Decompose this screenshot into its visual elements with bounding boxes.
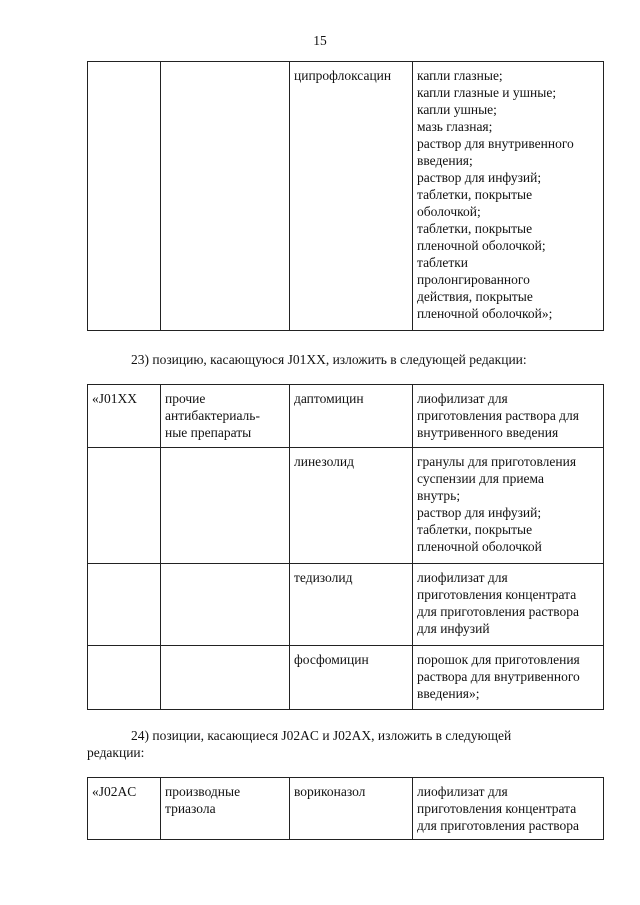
dosage-form-line: внутрь; <box>417 488 461 503</box>
group-line: производные <box>165 784 241 799</box>
group-line: ные препараты <box>165 425 252 440</box>
table-row <box>88 62 604 331</box>
dosage-form-line: пленочной оболочкой <box>417 539 542 554</box>
dosage-form-line: пленочной оболочкой»; <box>417 306 553 321</box>
dosage-form-line: раствор для инфузий; <box>417 170 542 185</box>
dosage-form-line: суспензии для приема <box>417 471 544 486</box>
dosage-form-line: таблетки <box>417 255 469 270</box>
drug-name-cell: линезолид <box>290 448 413 564</box>
dosage-form-line: оболочкой; <box>417 204 481 219</box>
dosage-forms-cell <box>413 62 604 331</box>
dosage-form-line: раствор для инфузий; <box>417 505 542 520</box>
dosage-form-line: лиофилизат для <box>417 391 508 406</box>
dosage-form-line: капли глазные и ушные; <box>417 85 557 100</box>
atc-code-cell: «J01XX <box>88 385 161 448</box>
group-cell <box>161 564 290 646</box>
dosage-forms-cell <box>413 778 604 840</box>
drug-name-cell: даптомицин <box>290 385 413 448</box>
atc-code-cell <box>88 646 161 710</box>
dosage-form-line: для инфузий <box>417 621 490 636</box>
atc-code-cell <box>88 448 161 564</box>
dosage-form-line: введения»; <box>417 686 480 701</box>
dosage-form-line: действия, покрытые <box>417 289 533 304</box>
dosage-form-line: гранулы для приготовления <box>417 454 577 469</box>
dosage-form-line: для приготовления раствора <box>417 604 579 619</box>
dosage-form-line: порошок для приготовления <box>417 652 580 667</box>
table-row <box>88 646 604 710</box>
dosage-form-line: пролонгированного <box>417 272 530 287</box>
group-line: антибактериаль- <box>165 408 260 423</box>
dosage-form-line: для приготовления раствора <box>417 818 579 833</box>
dosage-form-line: капли глазные; <box>417 68 503 83</box>
dosage-form-line: лиофилизат для <box>417 784 508 799</box>
dosage-form-line: таблетки, покрытые <box>417 187 533 202</box>
dosage-form-line: приготовления раствора для <box>417 408 579 423</box>
drug-table-continued <box>87 61 604 331</box>
group-cell <box>161 646 290 710</box>
group-cell <box>161 62 290 331</box>
dosage-form-line: капли ушные; <box>417 102 497 117</box>
dosage-form-line: раствора для внутривенного <box>417 669 580 684</box>
amendment-paragraph-23: 23) позицию, касающуюся J01XX, изложить в следующей редакции: <box>131 352 527 367</box>
dosage-form-line: внутривенного введения <box>417 425 559 440</box>
dosage-forms-cell <box>413 385 604 448</box>
dosage-forms-cell <box>413 564 604 646</box>
drug-table-j01xx <box>87 384 604 710</box>
page-number: 15 <box>313 33 327 48</box>
drug-name-cell: фосфомицин <box>290 646 413 710</box>
table-row <box>88 385 604 448</box>
drug-name-cell: ципрофлоксацин <box>290 62 413 331</box>
atc-code-cell <box>88 564 161 646</box>
dosage-form-line: введения; <box>417 153 473 168</box>
dosage-form-line: таблетки, покрытые <box>417 221 533 236</box>
dosage-forms-cell <box>413 646 604 710</box>
dosage-form-line: лиофилизат для <box>417 570 508 585</box>
dosage-form-line: мазь глазная; <box>417 119 493 134</box>
group-cell <box>161 778 290 840</box>
drug-name-cell: вориконазол <box>290 778 413 840</box>
dosage-form-line: пленочной оболочкой; <box>417 238 546 253</box>
group-cell <box>161 448 290 564</box>
drug-table-j02ac <box>87 777 604 840</box>
dosage-form-line: раствор для внутривенного <box>417 136 574 151</box>
group-cell <box>161 385 290 448</box>
group-line: триазола <box>165 801 216 816</box>
drug-name-cell: тедизолид <box>290 564 413 646</box>
paragraph-line: 24) позиции, касающиеся J02AC и J02AX, изложить в следующей <box>131 728 512 743</box>
amendment-paragraph-24 <box>87 727 603 761</box>
table-row <box>88 564 604 646</box>
table-row <box>88 778 604 840</box>
paragraph-line: редакции: <box>87 745 145 760</box>
group-line: прочие <box>165 391 206 406</box>
dosage-forms-cell <box>413 448 604 564</box>
dosage-form-line: таблетки, покрытые <box>417 522 533 537</box>
atc-code-cell: «J02AC <box>88 778 161 840</box>
table-row <box>88 448 604 564</box>
atc-code-cell <box>88 62 161 331</box>
dosage-form-line: приготовления концентрата <box>417 801 577 816</box>
dosage-form-line: приготовления концентрата <box>417 587 577 602</box>
